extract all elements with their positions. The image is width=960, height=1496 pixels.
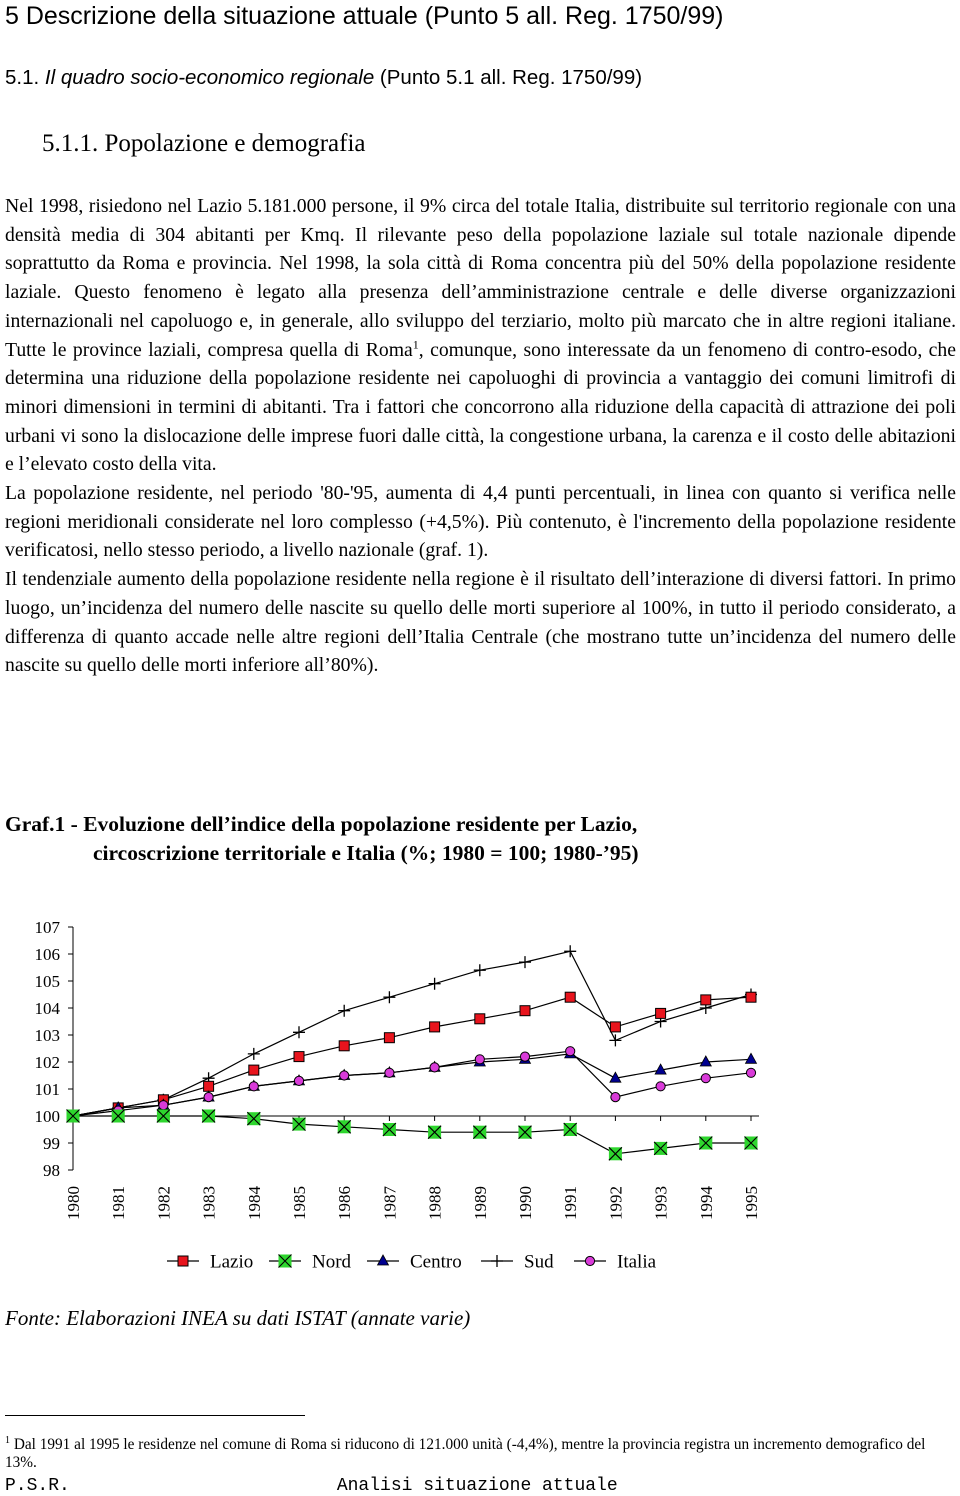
data-point: [249, 1065, 259, 1075]
series-sud: [67, 945, 757, 1122]
data-point: [383, 991, 395, 1003]
subsection-heading: [5, 66, 642, 90]
x-tick-label: 1987: [380, 1186, 400, 1220]
y-tick-label: 107: [34, 918, 60, 937]
data-point: [249, 1082, 258, 1091]
data-point: [384, 1033, 394, 1043]
data-point: [204, 1081, 214, 1091]
y-tick-label: 99: [43, 1134, 60, 1153]
y-tick-label: 102: [34, 1053, 60, 1072]
legend-item-sud: [481, 1252, 554, 1273]
data-point: [338, 1005, 350, 1017]
data-point: [565, 992, 575, 1002]
data-point: [746, 992, 756, 1002]
data-point: [248, 1048, 260, 1060]
x-tick-label: 1989: [470, 1186, 490, 1220]
x-tick-label: 1985: [290, 1186, 309, 1220]
data-point: [656, 1082, 665, 1091]
data-point: [520, 1052, 529, 1061]
chart-legend: [167, 1252, 657, 1273]
subsection-reference: (Punto 5.1 all. Reg. 1750/99): [374, 66, 643, 89]
footer-left: P.S.R.: [5, 1476, 70, 1496]
data-point: [430, 1022, 440, 1032]
legend-item-lazio: [167, 1252, 253, 1273]
x-tick-label: 1993: [651, 1186, 671, 1220]
data-point: [746, 1068, 755, 1077]
chapter-heading: 5 Descrizione della situazione attuale (Punto 5 all. Reg. 1750/99): [5, 2, 724, 30]
subsection-number: 5.1.: [5, 66, 45, 89]
footnote: [5, 1432, 956, 1472]
data-point: [610, 1022, 620, 1032]
y-tick-label: 98: [43, 1161, 60, 1180]
footnote-mark: 1: [5, 1435, 10, 1446]
x-tick-label: 1984: [244, 1186, 264, 1220]
x-tick-label: 1995: [742, 1186, 761, 1220]
series-line-centro: [73, 1054, 751, 1116]
footnote-text: Dal 1991 al 1995 le residenze nel comune di Roma si riducono di 121.000 unità (-4,4%), mentre la provincia registra un incremento demografico del 13%.: [5, 1436, 926, 1472]
data-point: [475, 1055, 484, 1064]
data-point: [656, 1008, 666, 1018]
y-tick-label: 106: [34, 945, 60, 964]
data-point: [339, 1041, 349, 1051]
data-point: [585, 1256, 594, 1265]
data-point: [430, 1063, 439, 1072]
data-point: [429, 978, 441, 990]
legend-label: Centro: [410, 1251, 462, 1273]
footer-right: Analisi situazione attuale: [336, 1476, 618, 1496]
data-point: [385, 1068, 394, 1077]
data-point: [293, 1026, 305, 1038]
subsection-title: Il quadro socio-economico regionale: [44, 66, 375, 89]
x-tick-label: 1988: [425, 1186, 445, 1220]
chart-caption-line-2: circoscrizione territoriale e Italia (%; 1980 = 100; 1980-’95): [93, 841, 639, 865]
data-point: [700, 1056, 711, 1066]
x-tick-label: 1980: [64, 1186, 83, 1220]
chart-caption: [5, 810, 639, 868]
series-line-lazio: [73, 997, 751, 1116]
paragraph-3: Il tendenziale aumento della popolazione residente nella regione è il risultato dell’interazione di diversi fattori. In primo luogo, un’incidenza del numero delle nascite su quello delle morti superiore al 100%, in tutto il periodo considerato, a differenza di quanto accade nelle altre regioni dell’Italia Centrale (che mostrano tutte un’incidenza del numero delle nascite su quello delle morti inferiore all’80%).: [5, 568, 956, 677]
data-point: [475, 1014, 485, 1024]
data-point: [378, 1255, 389, 1265]
population-index-chart: [0, 900, 960, 1295]
legend-label: Lazio: [210, 1251, 254, 1273]
series-line-sud: [73, 951, 751, 1116]
paragraph-1-text-b: , comunque, sono interessate da un fenomeno di contro-esodo, che determina una riduzione della popolazione residente nei capoluoghi di provincia a vantaggio dei comuni limitrofi di minori dimensioni in termini di abitanti. Tra i fattori che concorrono alla riduzione della capacità di attrazione dei poli urbani vi sono la dislocazione delle imprese fuori dalle città, la congestione urbana, la carenza e il costo delle abitazioni e l’elevato costo della vita.: [5, 338, 956, 476]
x-tick-label: 1986: [335, 1186, 355, 1220]
legend-item-centro: [367, 1252, 462, 1273]
paragraph-1-text-a: Nel 1998, risiedono nel Lazio 5.181.000 persone, il 9% circa del totale Italia, distribuite sul territorio regionale con una densità media di 304 abitanti per Kmq. Il rilevante peso della popolazione laziale sul totale nazionale dipende soprattutto da Roma e provincia. Nel 1998, la sola città di Roma concentra più del 50% della popolazione residente laziale. Questo fenomeno è legato alla presenza dell’amministrazione centrale e delle diverse organizzazioni internazionali nel capoluogo e, in generale, allo sviluppo del terziario, molto più marcato che in altre regioni italiane. Tutte le province laziali, compresa quella di Roma: [5, 195, 956, 361]
data-point: [491, 1255, 503, 1267]
data-point: [204, 1093, 213, 1102]
legend-item-italia: [574, 1252, 657, 1273]
x-tick-label: 1990: [516, 1186, 535, 1220]
data-point: [701, 1074, 710, 1083]
section-title: 5.1.1. Popolazione e demografia: [42, 130, 366, 157]
page-footer: [5, 1476, 618, 1496]
data-point: [609, 1034, 621, 1046]
data-point: [159, 1101, 168, 1110]
legend-label: Italia: [617, 1251, 657, 1273]
legend-label: Nord: [312, 1251, 352, 1273]
footnote-reference[interactable]: 1: [412, 336, 419, 351]
x-tick-label: 1983: [199, 1186, 219, 1220]
x-tick-label: 1982: [154, 1186, 174, 1220]
paragraph-2: La popolazione residente, nel periodo '80-'95, aumenta di 4,4 punti percentuali, in linea con quanto si verifica nelle regioni meridionali considerate nel loro complesso (+4,5%). Più contenuto, è l'incremento della popolazione residente verificatosi, nello stesso periodo, a livello nazionale (graf. 1).: [5, 482, 956, 562]
x-tick-label: 1994: [696, 1186, 716, 1220]
x-tick-label: 1991: [561, 1186, 581, 1220]
body-text: [5, 192, 956, 680]
series-italia: [68, 1047, 755, 1121]
y-tick-label: 101: [34, 1080, 60, 1099]
series-lazio: [68, 992, 756, 1121]
data-point: [519, 956, 531, 968]
chart-caption-line-1: Graf.1 - Evoluzione dell’indice della popolazione residente per Lazio,: [5, 812, 638, 836]
data-point: [178, 1256, 188, 1266]
y-tick-label: 105: [34, 972, 60, 991]
chart-source: Fonte: Elaborazioni INEA su dati ISTAT (annate varie): [5, 1306, 471, 1330]
x-tick-label: 1992: [606, 1186, 626, 1220]
data-point: [340, 1071, 349, 1080]
data-point: [701, 995, 711, 1005]
series-line-italia: [73, 1051, 751, 1116]
data-point: [566, 1047, 575, 1056]
y-tick-label: 103: [34, 1026, 60, 1045]
data-point: [746, 1053, 757, 1063]
series-line-nord: [73, 1116, 751, 1154]
data-point: [294, 1076, 303, 1085]
legend-item-nord: [269, 1252, 352, 1273]
series-nord: [67, 1110, 758, 1161]
series-centro: [68, 1048, 757, 1120]
paragraph-1: [5, 192, 956, 479]
data-point: [474, 964, 486, 976]
x-tick-label: 1981: [109, 1186, 129, 1220]
data-point: [564, 945, 576, 957]
y-tick-label: 100: [34, 1107, 60, 1126]
legend-label: Sud: [524, 1251, 554, 1273]
y-tick-label: 104: [34, 999, 60, 1018]
data-point: [520, 1006, 530, 1016]
footnote-divider: [5, 1415, 305, 1416]
data-point: [294, 1052, 304, 1062]
data-point: [611, 1093, 620, 1102]
